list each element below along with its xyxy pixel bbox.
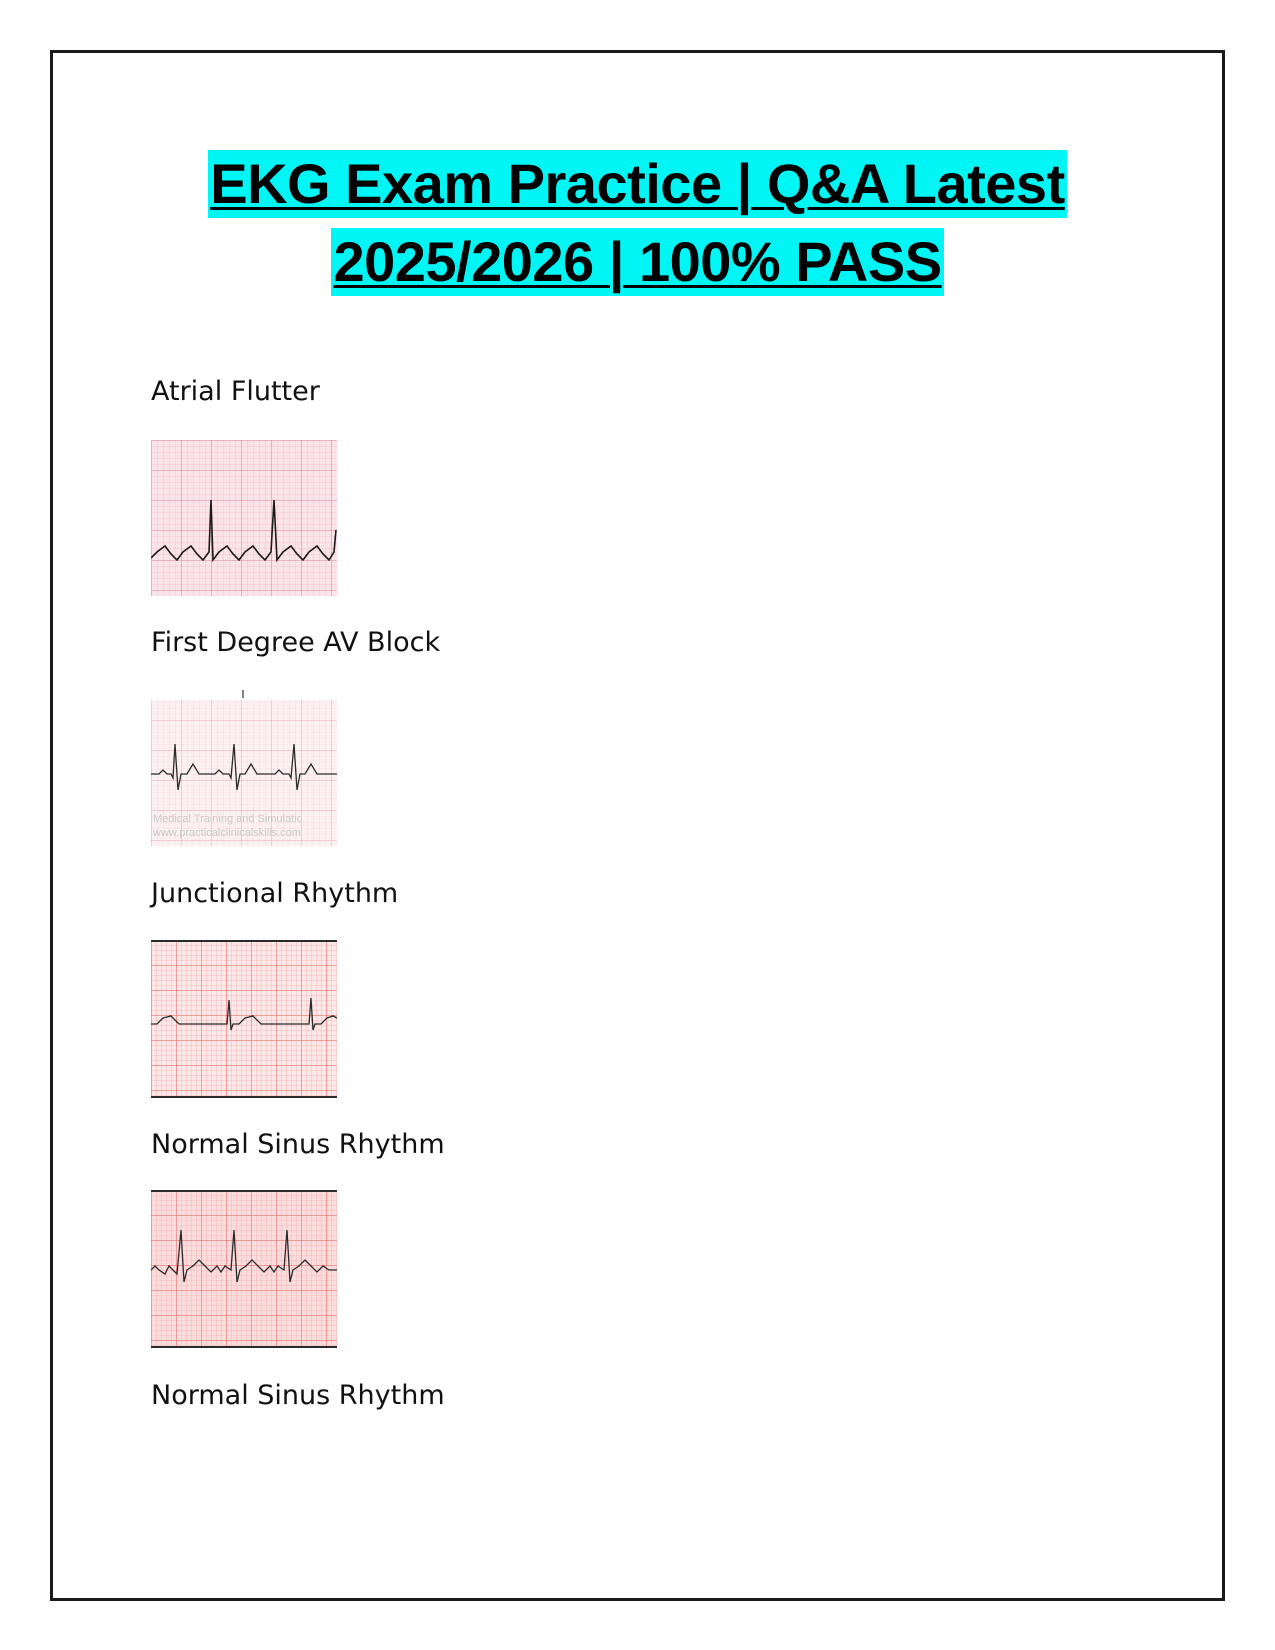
ekg-strip-atrial-flutter xyxy=(151,440,337,596)
rhythm-label-atrial-flutter: Atrial Flutter xyxy=(151,376,320,407)
ekg-strip-junctional-rhythm xyxy=(151,940,337,1098)
title-line-1: EKG Exam Practice | Q&A Latest xyxy=(208,150,1066,218)
title-line-2: 2025/2026 | 100% PASS xyxy=(331,228,943,296)
watermark-line-1: Medical Training and Simulatic xyxy=(153,813,303,825)
rhythm-label-junctional-rhythm: Junctional Rhythm xyxy=(151,878,399,909)
document-title xyxy=(0,150,1275,306)
rhythm-label-normal-sinus-rhythm-2: Normal Sinus Rhythm xyxy=(151,1380,445,1411)
rhythm-label-normal-sinus-rhythm: Normal Sinus Rhythm xyxy=(151,1129,445,1160)
ekg-strip-first-degree-av-block xyxy=(151,690,337,846)
ekg-strip-normal-sinus-rhythm xyxy=(151,1190,337,1348)
watermark-line-2: www.practicalclinicalskills.com xyxy=(153,827,301,839)
rhythm-label-first-degree-av-block: First Degree AV Block xyxy=(151,627,441,658)
